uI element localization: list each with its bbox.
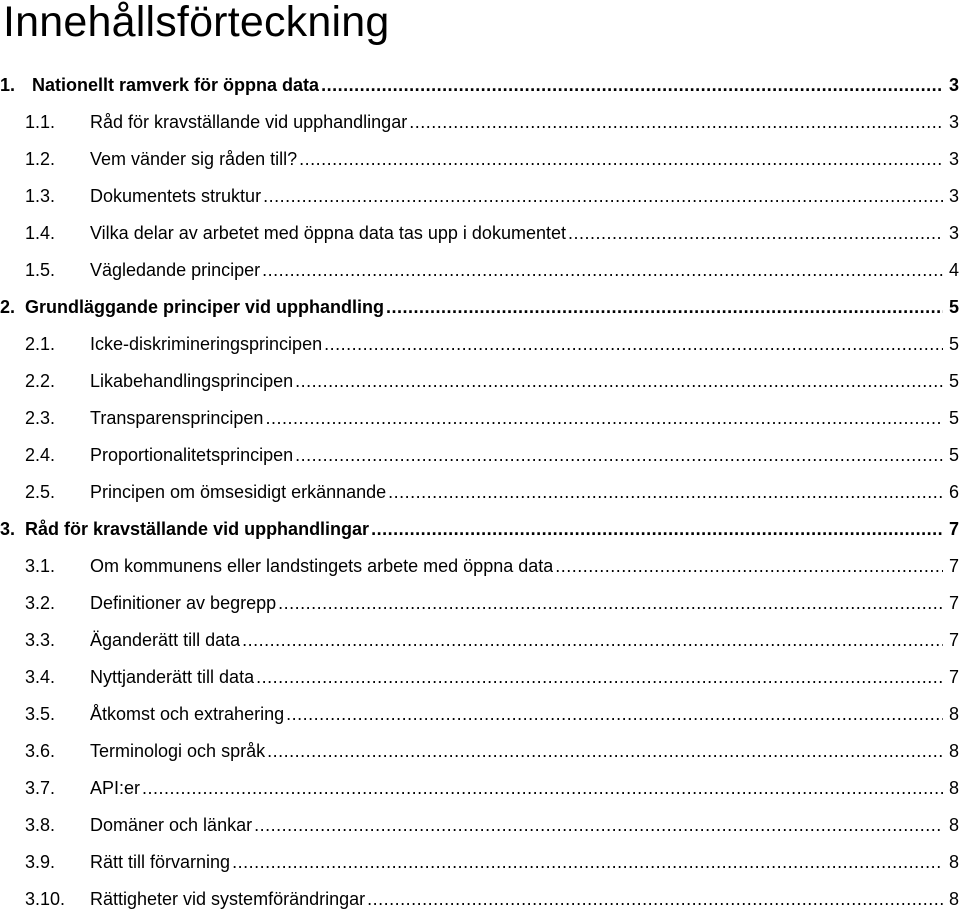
toc-entry-number: 2.5. [25, 482, 56, 502]
toc-dot-leader [388, 482, 943, 504]
toc-dot-leader [262, 260, 943, 282]
toc-dot-leader [367, 889, 943, 911]
toc-entry-page-number[interactable]: 7 [948, 519, 959, 539]
toc-dot-leader [568, 223, 943, 245]
toc-entry-page-number[interactable]: 8 [948, 889, 959, 909]
toc-entry-page-number[interactable]: 8 [948, 815, 959, 835]
toc-entry-number: 3.6. [25, 741, 56, 761]
toc-entry-page-number[interactable]: 3 [948, 112, 959, 132]
toc-entry-number: 3.9. [25, 852, 56, 872]
toc-dot-leader [324, 334, 943, 356]
toc-list [0, 67, 960, 918]
toc-entry[interactable] [0, 844, 960, 881]
toc-entry-page-number[interactable]: 3 [948, 149, 959, 169]
toc-dot-leader [371, 519, 943, 541]
toc-entry-page-number[interactable]: 6 [948, 482, 959, 502]
toc-entry-number: 1.2. [25, 149, 56, 169]
toc-dot-leader [263, 186, 943, 208]
toc-dot-leader [254, 815, 943, 837]
toc-entry-number: 3.4. [25, 667, 56, 687]
toc-entry-number: 3.1. [25, 556, 56, 576]
toc-entry[interactable] [0, 400, 960, 437]
toc-entry[interactable] [0, 437, 960, 474]
toc-entry[interactable] [0, 104, 960, 141]
toc-dot-leader [295, 371, 943, 393]
toc-entry-number: 2.3. [25, 408, 56, 428]
toc-dot-leader [267, 741, 943, 763]
toc-dot-leader [242, 630, 943, 652]
toc-entry-title[interactable]: Vem vänder sig råden till? [90, 149, 298, 169]
toc-dot-leader [142, 778, 943, 800]
toc-dot-leader [321, 75, 943, 97]
toc-entry-number: 1.5. [25, 260, 56, 280]
toc-entry-title[interactable]: Rättigheter vid systemförändringar [90, 889, 366, 909]
toc-entry-page-number[interactable]: 3 [948, 186, 959, 206]
toc-entry-title[interactable]: Råd för kravställande vid upphandlingar [90, 112, 408, 132]
toc-entry-page-number[interactable]: 5 [948, 334, 959, 354]
toc-entry-title[interactable]: Likabehandlingsprincipen [90, 371, 294, 391]
toc-entry-number: 1. [0, 75, 16, 95]
toc-entry-title[interactable]: Vägledande principer [90, 260, 261, 280]
toc-entry[interactable] [0, 215, 960, 252]
toc-entry-page-number[interactable]: 5 [948, 297, 959, 317]
toc-entry-page-number[interactable]: 8 [948, 852, 959, 872]
toc-entry-page-number[interactable]: 7 [948, 630, 959, 650]
toc-entry-title[interactable]: Äganderätt till data [90, 630, 241, 650]
toc-entry-page-number[interactable]: 8 [948, 741, 959, 761]
toc-entry-title[interactable]: Definitioner av begrepp [90, 593, 277, 613]
toc-entry-number: 3.10. [25, 889, 66, 909]
toc-entry-page-number[interactable]: 8 [948, 704, 959, 724]
toc-entry[interactable] [0, 178, 960, 215]
toc-dot-leader [265, 408, 943, 430]
toc-entry[interactable] [0, 474, 960, 511]
toc-entry-page-number[interactable]: 5 [948, 445, 959, 465]
toc-entry-title[interactable]: Nyttjanderätt till data [90, 667, 255, 687]
toc-entry-number: 2.1. [25, 334, 56, 354]
toc-dot-leader [256, 667, 943, 689]
toc-entry[interactable] [0, 807, 960, 844]
toc-entry-title[interactable]: Vilka delar av arbetet med öppna data tas upp i dokumentet [90, 223, 566, 243]
toc-dot-leader [278, 593, 943, 615]
toc-entry[interactable] [0, 252, 960, 289]
toc-entry-title[interactable]: Icke-diskrimineringsprincipen [90, 334, 323, 354]
toc-entry-number: 3.8. [25, 815, 56, 835]
toc-heading: Innehållsförteckning [3, 0, 390, 46]
toc-entry-number: 3.3. [25, 630, 56, 650]
toc-entry-title[interactable]: Terminologi och språk [90, 741, 266, 761]
toc-dot-leader [386, 297, 943, 319]
toc-entry-page-number[interactable]: 7 [948, 667, 959, 687]
toc-entry-title[interactable]: Råd för kravställande vid upphandlingar [25, 519, 370, 539]
toc-entry[interactable] [0, 696, 960, 733]
toc-entry-page-number[interactable]: 5 [948, 408, 959, 428]
toc-dot-leader [409, 112, 943, 134]
toc-entry-title[interactable]: Åtkomst och extrahering [90, 704, 285, 724]
toc-dot-leader [295, 445, 943, 467]
toc-entry-title[interactable]: API:er [90, 778, 141, 798]
toc-entry[interactable] [0, 326, 960, 363]
toc-entry-title[interactable]: Principen om ömsesidigt erkännande [90, 482, 387, 502]
toc-entry-page-number[interactable]: 7 [948, 556, 959, 576]
toc-entry-page-number[interactable]: 3 [948, 223, 959, 243]
toc-entry-page-number[interactable]: 4 [948, 260, 959, 280]
toc-entry-title[interactable]: Domäner och länkar [90, 815, 253, 835]
toc-entry-number: 3. [0, 519, 16, 539]
toc-entry-number: 1.3. [25, 186, 56, 206]
toc-dot-leader [232, 852, 943, 874]
toc-entry-title[interactable]: Om kommunens eller landstingets arbete med öppna data [90, 556, 554, 576]
toc-entry[interactable] [0, 363, 960, 400]
toc-entry-page-number[interactable]: 7 [948, 593, 959, 613]
toc-entry-title[interactable]: Proportionalitetsprincipen [90, 445, 294, 465]
toc-entry-title[interactable]: Grundläggande principer vid upphandling [25, 297, 385, 317]
toc-entry[interactable] [0, 733, 960, 770]
toc-dot-leader [286, 704, 943, 726]
toc-entry-number: 1.4. [25, 223, 56, 243]
toc-entry[interactable] [0, 585, 960, 622]
toc-entry-number: 2.4. [25, 445, 56, 465]
toc-dot-leader [299, 149, 943, 171]
toc-entry[interactable] [0, 548, 960, 585]
toc-entry[interactable] [0, 511, 960, 548]
toc-entry-title[interactable]: Transparensprincipen [90, 408, 264, 428]
toc-entry-page-number[interactable]: 5 [948, 371, 959, 391]
toc-entry-title[interactable]: Rätt till förvarning [90, 852, 231, 872]
toc-entry-number: 2. [0, 297, 16, 317]
toc-entry[interactable] [0, 659, 960, 696]
toc-entry[interactable] [0, 141, 960, 178]
toc-entry[interactable] [0, 622, 960, 659]
toc-entry-page-number[interactable]: 8 [948, 778, 959, 798]
toc-entry[interactable] [0, 67, 960, 104]
toc-entry-number: 3.7. [25, 778, 56, 798]
toc-entry[interactable] [0, 289, 960, 326]
toc-entry-number: 3.5. [25, 704, 56, 724]
toc-dot-leader [555, 556, 943, 578]
toc-entry[interactable] [0, 881, 960, 918]
toc-entry[interactable] [0, 770, 960, 807]
toc-entry-number: 2.2. [25, 371, 56, 391]
toc-entry-title[interactable]: Nationellt ramverk för öppna data [32, 75, 320, 95]
toc-entry-page-number[interactable]: 3 [948, 75, 959, 95]
toc-entry-number: 1.1. [25, 112, 56, 132]
toc-entry-title[interactable]: Dokumentets struktur [90, 186, 262, 206]
toc-entry-number: 3.2. [25, 593, 56, 613]
